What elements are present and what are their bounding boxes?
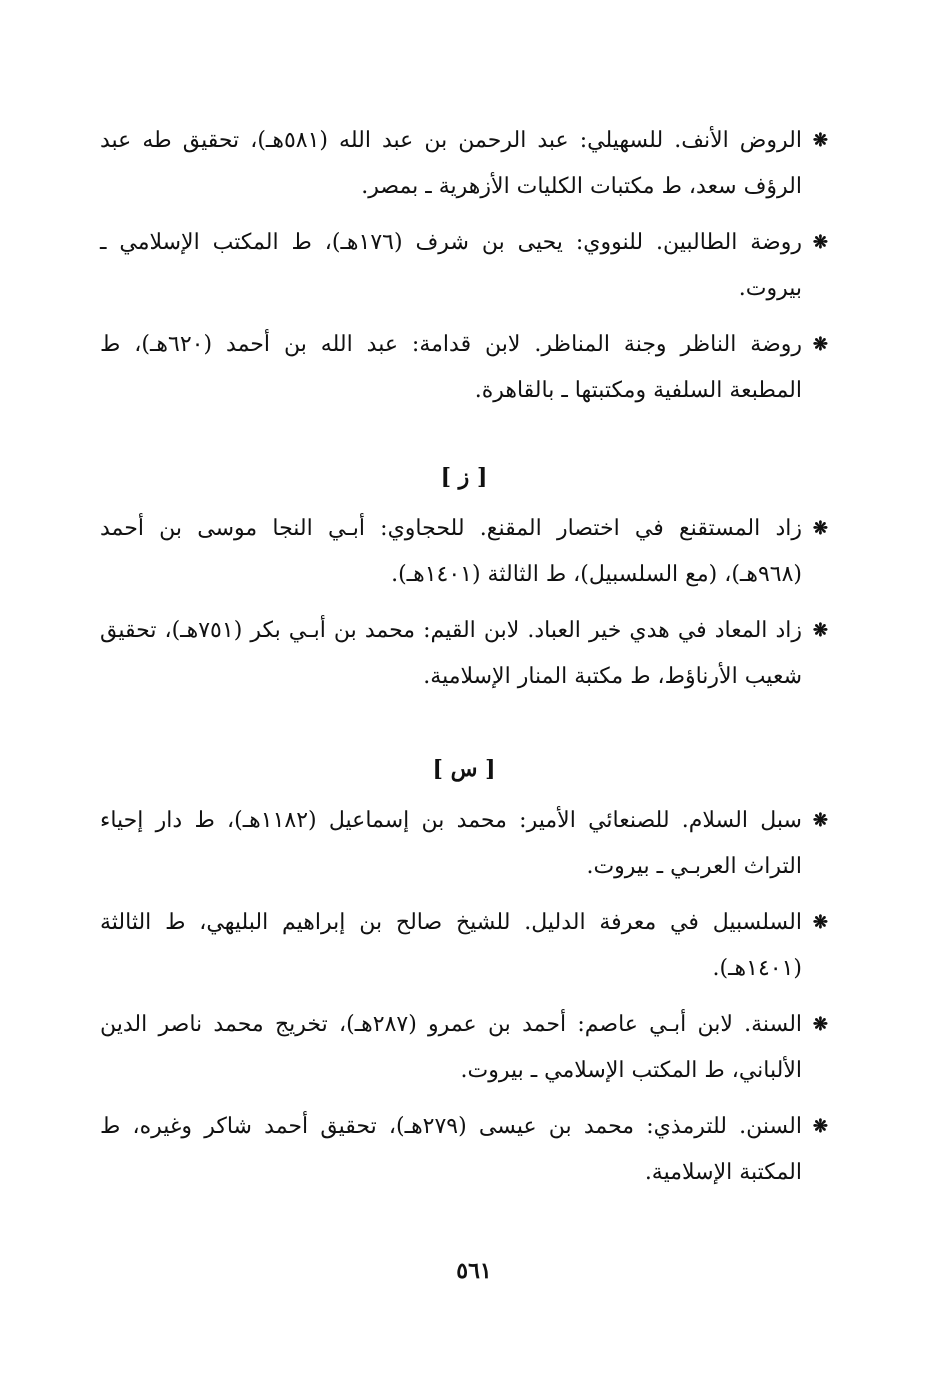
list-item (100, 506, 828, 598)
bullet-icon: ❋ (812, 518, 828, 539)
bullet-icon: ❋ (812, 620, 828, 641)
list-item (100, 322, 828, 414)
bullet-icon: ❋ (812, 130, 828, 151)
section-heading-seen: [ س ] (432, 756, 496, 782)
entry-text: الروض الأنف. للسهيلي: عبد الرحمن بن عبد الله (٥٨١هـ)، تحقيق طه عبد الرؤف سعد، ط مكتبات الكليات الأزهرية ـ بمصر. (100, 128, 802, 199)
bullet-icon: ❋ (812, 912, 828, 933)
list-item (100, 900, 828, 992)
entry-text: روضة الناظر وجنة المناظر. لابن قدامة: عبد الله بن أحمد (٦٢٠هـ)، ط المطبعة السلفية ومكتبتها ـ بالقاهرة. (100, 332, 803, 403)
bullet-icon: ❋ (812, 334, 828, 355)
bullet-icon: ❋ (812, 1116, 828, 1137)
entry-text: السنة. لابن أبـي عاصم: أحمد بن عمرو (٢٨٧هـ)، تخريج محمد ناصر الدين الألباني، ط المكتب الإسلامي ـ بيروت. (100, 1012, 803, 1083)
bibliography-page (100, 118, 828, 1206)
entry-text: سبل السلام. للصنعائي الأمير: محمد بن إسماعيل (١١٨٢هـ)، ط دار إحياء التراث العربـي ـ بيروت. (100, 808, 802, 879)
entry-text: زاد المعاد في هدي خير العباد. لابن القيم: محمد بن أبـي بكر (٧٥١هـ)، تحقيق شعيب الأرناؤط، ط مكتبة المنار الإسلامية. (100, 618, 802, 689)
bullet-icon: ❋ (812, 1014, 828, 1035)
list-item (100, 1104, 828, 1196)
entry-text: زاد المستقنع في اختصار المقنع. للحجاوي: أبـي النجا موسى بن أحمد (٩٦٨هـ)، (مع السلسبيل)، ط الثالثة (١٤٠١هـ). (100, 516, 802, 587)
list-item (100, 1002, 828, 1094)
list-item (100, 798, 828, 890)
page-number: ٥٦١ (456, 1258, 492, 1284)
entry-text: السلسبيل في معرفة الدليل. للشيخ صالح بن إبراهيم البليهي، ط الثالثة (١٤٠١هـ). (100, 910, 802, 981)
entry-text: السنن. للترمذي: محمد بن عيسى (٢٧٩هـ)، تحقيق أحمد شاكر وغيره، ط المكتبة الإسلامية. (100, 1114, 802, 1185)
entry-text: روضة الطالبين. للنووي: يحيى بن شرف (١٧٦هـ)، ط المكتب الإسلامي ـ بيروت. (100, 230, 802, 301)
list-item (100, 220, 828, 312)
bullet-icon: ❋ (812, 232, 828, 253)
list-item (100, 118, 828, 210)
list-item (100, 608, 828, 700)
section-heading-zay: [ ز ] (440, 464, 488, 490)
bullet-icon: ❋ (812, 810, 828, 831)
